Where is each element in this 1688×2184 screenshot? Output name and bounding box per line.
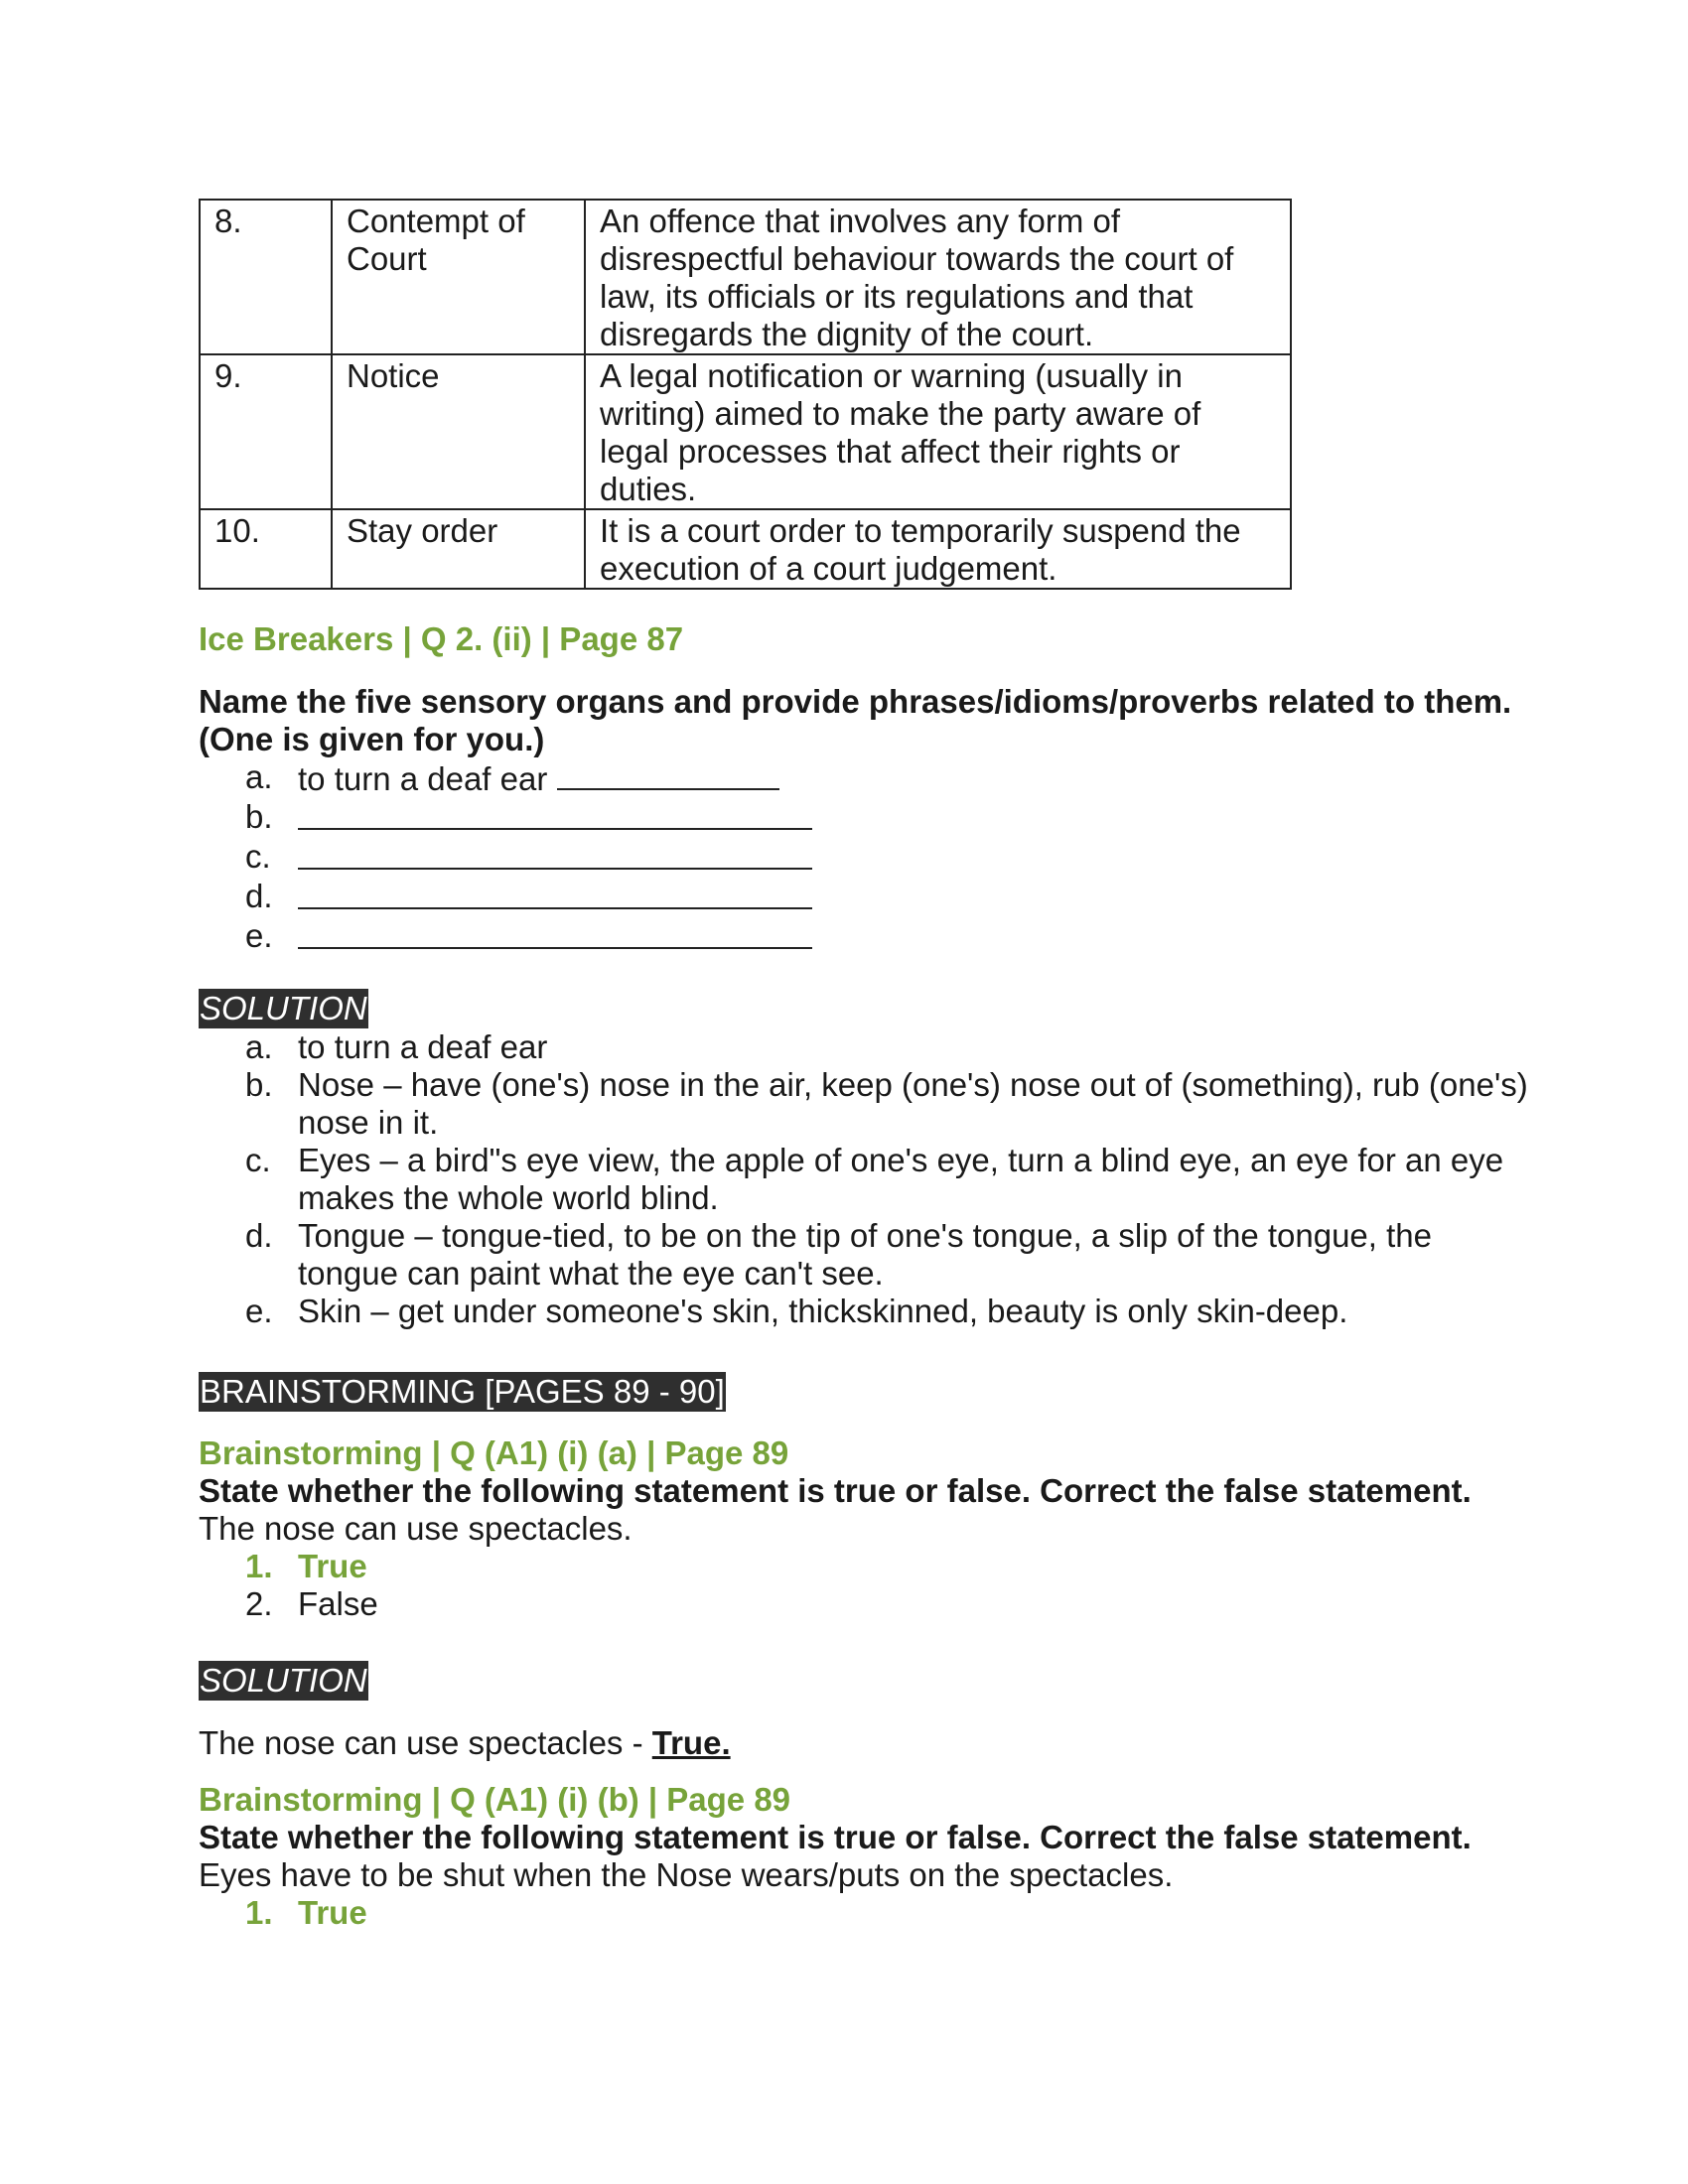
answer-blank[interactable] [298, 878, 812, 909]
definition-cell: A legal notification or warning (usually in writing) aimed to make the party aware of legal processes that affect their rights or duties. [585, 354, 1291, 509]
list-item [245, 917, 1529, 957]
item-text: Tongue – tongue-tied, to be on the tip of one's tongue, a slip of the tongue, the tongue can paint what the eye can't see. [298, 1217, 1432, 1292]
item-label: c. [245, 1142, 271, 1178]
term-cell: Notice [332, 354, 585, 509]
terms-table [199, 199, 1292, 590]
item-label: d. [245, 878, 273, 914]
list-item [245, 1293, 1529, 1330]
item-label: b. [245, 798, 273, 835]
answer-blank[interactable] [298, 917, 812, 949]
list-item [245, 878, 1529, 917]
brainstorming-heading: Brainstorming | Q (A1) (i) (a) | Page 89 [199, 1434, 789, 1471]
statement-text: Eyes have to be shut when the Nose wears/puts on the spectacles. [199, 1856, 1174, 1893]
item-text: to turn a deaf ear [298, 760, 548, 797]
option-true [245, 1548, 378, 1585]
list-item [245, 1142, 1529, 1217]
option-label: 2. [245, 1585, 273, 1622]
item-label: b. [245, 1066, 273, 1103]
answer-blank[interactable] [298, 838, 812, 870]
options-list [245, 1894, 367, 1932]
option-false [245, 1585, 378, 1623]
brainstorming-tag: BRAINSTORMING [PAGES 89 - 90] [200, 1373, 725, 1410]
table-row [200, 354, 1291, 509]
answer-blank[interactable] [298, 798, 812, 830]
list-item [245, 798, 1529, 838]
solution-list [245, 1028, 1529, 1330]
term-cell: Contempt of Court [332, 200, 585, 354]
question-text: State whether the following statement is true or false. Correct the false statement. [199, 1472, 1472, 1509]
item-text: Nose – have (one's) nose in the air, keep (one's) nose out of (something), rub (one's) nose in it. [298, 1066, 1528, 1141]
list-item [245, 1217, 1529, 1293]
solution-tag: SOLUTION [200, 1662, 367, 1699]
table-row [200, 200, 1291, 354]
statement-text: The nose can use spectacles. [199, 1510, 633, 1547]
item-text: Skin – get under someone's skin, thickskinned, beauty is only skin-deep. [298, 1293, 1348, 1329]
list-item [245, 1028, 1529, 1066]
option-true [245, 1894, 367, 1932]
option-text: True [298, 1548, 367, 1584]
item-label: c. [245, 838, 271, 875]
row-number: 10. [200, 509, 332, 589]
answer-blank[interactable] [557, 758, 779, 790]
item-label: e. [245, 1293, 273, 1329]
row-number: 9. [200, 354, 332, 509]
definition-cell: An offence that involves any form of disrespectful behaviour towards the court of law, its officials or its regulations and that disregards the dignity of the court. [585, 200, 1291, 354]
answer-blanks-list [245, 758, 1529, 957]
ice-breakers-heading: Ice Breakers | Q 2. (ii) | Page 87 [199, 620, 684, 657]
definition-cell: It is a court order to temporarily suspend the execution of a court judgement. [585, 509, 1291, 589]
list-item [245, 838, 1529, 878]
table-row [200, 509, 1291, 589]
answer-value: True. [651, 1724, 731, 1761]
item-label: d. [245, 1217, 273, 1254]
answer-line [199, 1724, 731, 1762]
question-text: State whether the following statement is true or false. Correct the false statement. [199, 1819, 1472, 1855]
list-item [245, 758, 1529, 798]
item-text: to turn a deaf ear [298, 1028, 548, 1065]
question-text: Name the five sensory organs and provide phrases/idioms/proverbs related to them. (One is given for you.) [199, 683, 1512, 757]
brainstorming-heading: Brainstorming | Q (A1) (i) (b) | Page 89 [199, 1781, 791, 1818]
option-text: True [298, 1894, 367, 1931]
item-label: a. [245, 758, 273, 795]
row-number: 8. [200, 200, 332, 354]
option-text: False [298, 1585, 378, 1622]
options-list [245, 1548, 378, 1623]
option-label: 1. [245, 1548, 273, 1584]
item-label: a. [245, 1028, 273, 1065]
item-text: Eyes – a bird"s eye view, the apple of one's eye, turn a blind eye, an eye for an eye makes the whole world blind. [298, 1142, 1504, 1216]
answer-prefix: The nose can use spectacles - [199, 1724, 652, 1761]
solution-tag: SOLUTION [200, 990, 367, 1026]
item-label: e. [245, 917, 273, 954]
option-label: 1. [245, 1894, 273, 1931]
term-cell: Stay order [332, 509, 585, 589]
list-item [245, 1066, 1529, 1142]
